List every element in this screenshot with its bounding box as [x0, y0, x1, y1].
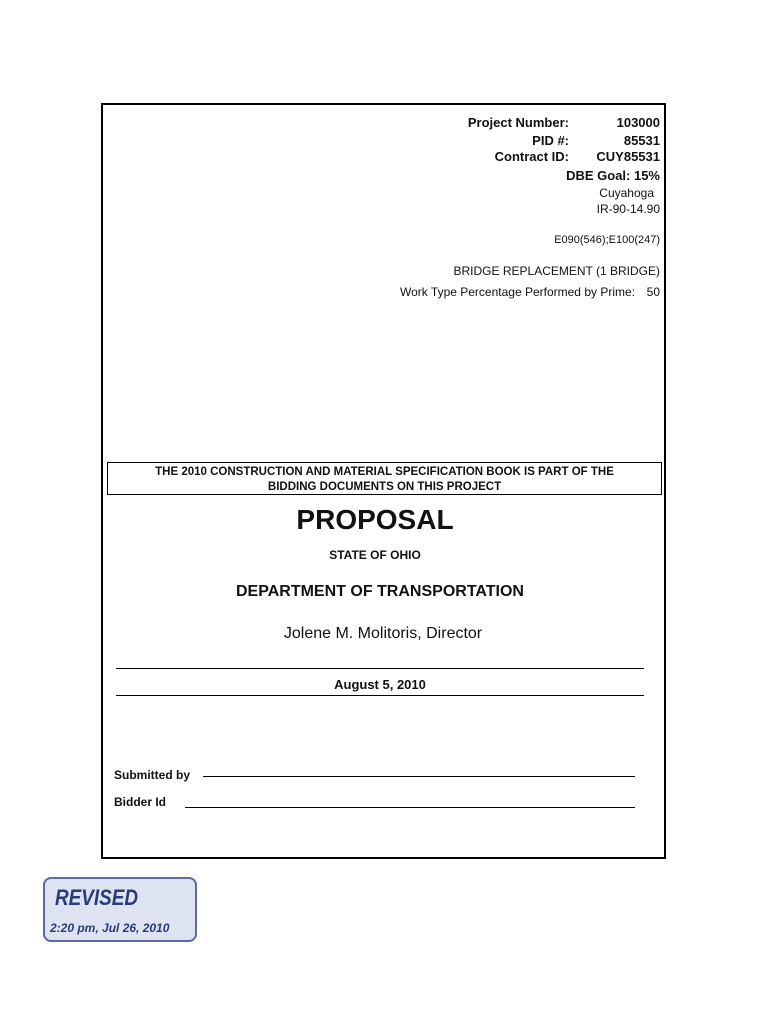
- state-name: STATE OF OHIO: [329, 548, 421, 562]
- dbe-goal: DBE Goal: 15%: [566, 168, 660, 183]
- bidder-id-label: Bidder Id: [114, 795, 167, 809]
- work-type-value: 50: [646, 285, 660, 299]
- proposal-date: August 5, 2010: [334, 677, 426, 692]
- project-description: BRIDGE REPLACEMENT (1 BRIDGE): [453, 264, 660, 278]
- spec-book-notice: [107, 462, 662, 495]
- stamp-title: REVISED: [55, 885, 139, 910]
- date-top-rule: [116, 668, 644, 669]
- submitted-by-line[interactable]: [203, 776, 635, 777]
- department-name: DEPARTMENT OF TRANSPORTATION: [236, 583, 524, 600]
- submitted-by-label: Submitted by: [114, 768, 191, 782]
- date-bottom-rule: [116, 695, 644, 696]
- project-number-label: Project Number:: [467, 115, 569, 130]
- revised-stamp: [43, 877, 197, 942]
- contract-id-label: Contract ID:: [494, 149, 569, 164]
- proposal-title: PROPOSAL: [296, 504, 454, 535]
- route: IR-90-14.90: [596, 202, 660, 216]
- project-number-value: 103000: [616, 115, 660, 130]
- stamp-timestamp: 2:20 pm, Jul 26, 2010: [50, 921, 170, 935]
- notice-line-1: THE 2010 CONSTRUCTION AND MATERIAL SPECIFICATION BOOK IS PART OF THE: [155, 466, 614, 478]
- pid-value: 85531: [623, 133, 660, 148]
- director-name: Jolene M. Molitoris, Director: [283, 625, 483, 642]
- bidder-id-line[interactable]: [185, 807, 635, 808]
- work-type-label: Work Type Percentage Performed by Prime:: [400, 285, 635, 299]
- county: Cuyahoga: [599, 186, 654, 200]
- contract-id-value: CUY85531: [596, 149, 660, 164]
- pid-label: PID #:: [532, 133, 569, 148]
- notice-line-2: BIDDING DOCUMENTS ON THIS PROJECT: [267, 481, 502, 493]
- project-codes: E090(546);E100(247): [554, 234, 660, 246]
